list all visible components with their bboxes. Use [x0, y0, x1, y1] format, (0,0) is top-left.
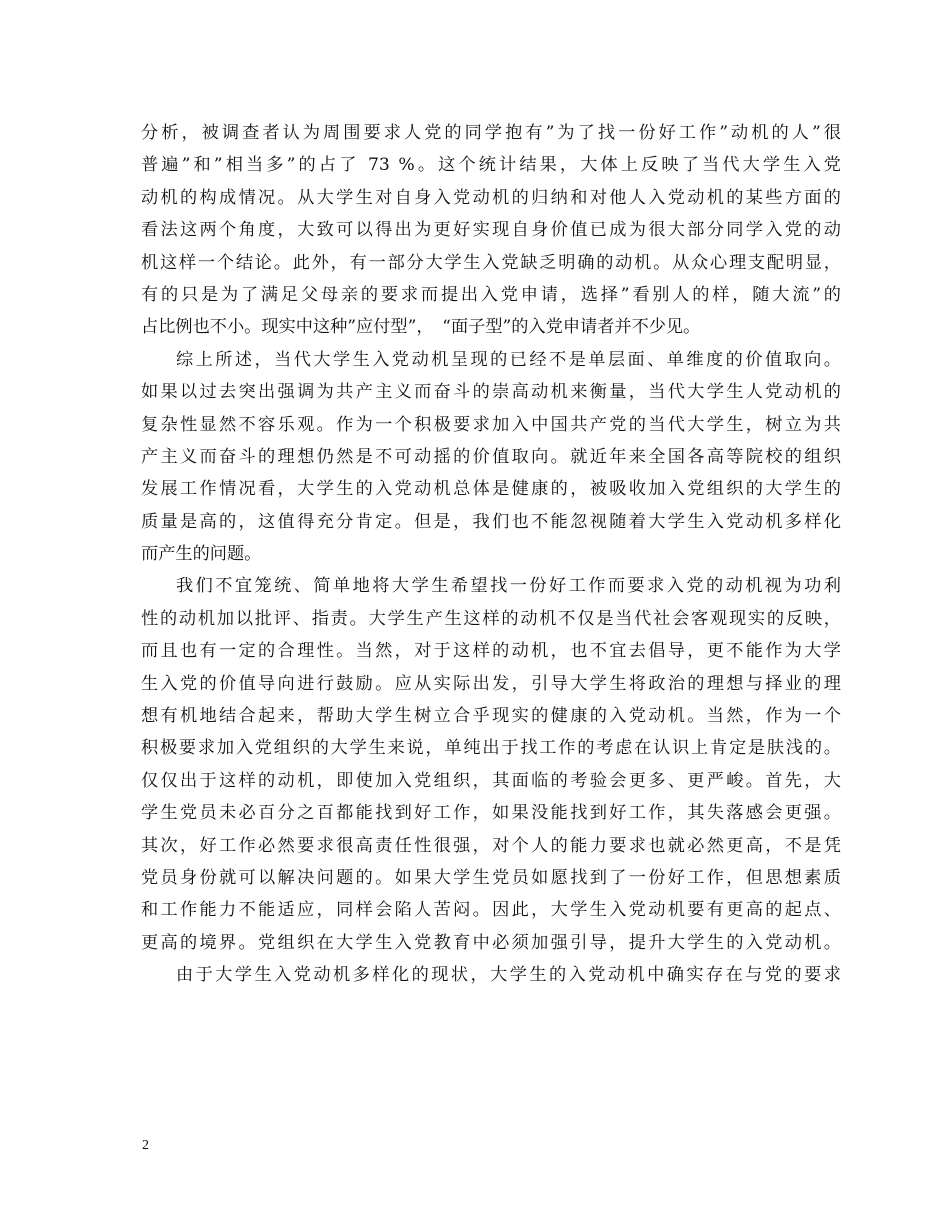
text-line: 动机的构成情况。从大学生对自身入党动机的归纳和对他人入党动机的某些方面的 [141, 187, 841, 208]
text-line: 其次，好工作必然要求很高责任性很强，对个人的能力要求也就必然更高，不是凭 [141, 835, 841, 856]
text-line: 生入党的价值导向进行鼓励。应从实际出发，引导大学生将政治的理想与择业的理 [141, 673, 841, 694]
body-text [141, 117, 841, 992]
text-line: 普遍”和”相当多”的占了 73 %。这个统计结果，大体上反映了当代大学生入党 [141, 155, 841, 176]
page-number: 2 [142, 1138, 149, 1153]
text-line: 产主义而奋斗的理想仍然是不可动摇的价值取向。就近年来全国各高等院校的组织 [141, 446, 841, 467]
text-line: 想有机地结合起来，帮助大学生树立合乎现实的健康的入党动机。当然，作为一个 [141, 706, 841, 727]
text-line: 党员身份就可以解决问题的。如果大学生党员如愿找到了一份好工作，但思想素质 [141, 867, 841, 888]
text-line: 积极要求加入党组织的大学生来说，单纯出于找工作的考虑在认识上肯定是肤浅的。 [141, 738, 841, 759]
text-line: 占比例也不小。现实中这种”应付型”， “面子型”的入党申请者并不少见。 [141, 317, 701, 338]
paragraph-first-line: 我们不宜笼统、简单地将大学生希望找一份好工作而要求入党的动机视为功利 [176, 576, 841, 597]
text-line: 分析，被调查者认为周围要求人党的同学抱有”为了找一份好工作”动机的人”很 [141, 123, 841, 143]
paragraph-first-line: 综上所述，当代大学生入党动机呈现的已经不是单层面、单维度的价值取向。 [176, 349, 841, 370]
text-line: 学生党员未必百分之百都能找到好工作，如果没能找到好工作，其失落感会更强。 [141, 803, 841, 824]
text-line: 仅仅出于这样的动机，即使加入党组织，其面临的考验会更多、更严峻。首先，大 [141, 770, 841, 791]
text-line: 更高的境界。党组织在大学生入党教育中必须加强引导，提升大学生的入党动机。 [141, 932, 841, 953]
paragraph-first-line: 由于大学生入党动机多样化的现状，大学生的入党动机中确实存在与党的要求 [176, 965, 841, 986]
text-line: 有的只是为了满足父母亲的要求而提出入党申请，选择”看别人的样，随大流”的 [141, 284, 841, 305]
text-line: 而且也有一定的合理性。当然，对于这样的动机，也不宜去倡导，更不能作为大学 [141, 641, 841, 662]
text-line: 质量是高的，这值得充分肯定。但是，我们也不能忽视随着大学生入党动机多样化 [141, 511, 841, 532]
text-line: 而产生的问题。 [141, 544, 262, 565]
text-line: 复杂性显然不容乐观。作为一个积极要求加入中国共产党的当代大学生，树立为共 [141, 414, 841, 435]
text-line: 和工作能力不能适应，同样会陷人苦闷。因此，大学生入党动机要有更高的起点、 [141, 900, 841, 921]
text-line: 性的动机加以批评、指责。大学生产生这样的动机不仅是当代社会客观现实的反映， [141, 608, 841, 629]
text-line: 如果以过去突出强调为共产主义而奋斗的崇高动机来衡量，当代大学生人党动机的 [141, 382, 841, 403]
text-line: 机这样一个结论。此外，有一部分大学生入党缺乏明确的动机。从众心理支配明显， [141, 252, 841, 273]
text-line: 发展工作情况看，大学生的入党动机总体是健康的，被吸收加入党组织的大学生的 [141, 479, 841, 500]
text-line: 看法这两个角度，大致可以得出为更好实现自身价值已成为很大部分同学入党的动 [141, 220, 841, 241]
